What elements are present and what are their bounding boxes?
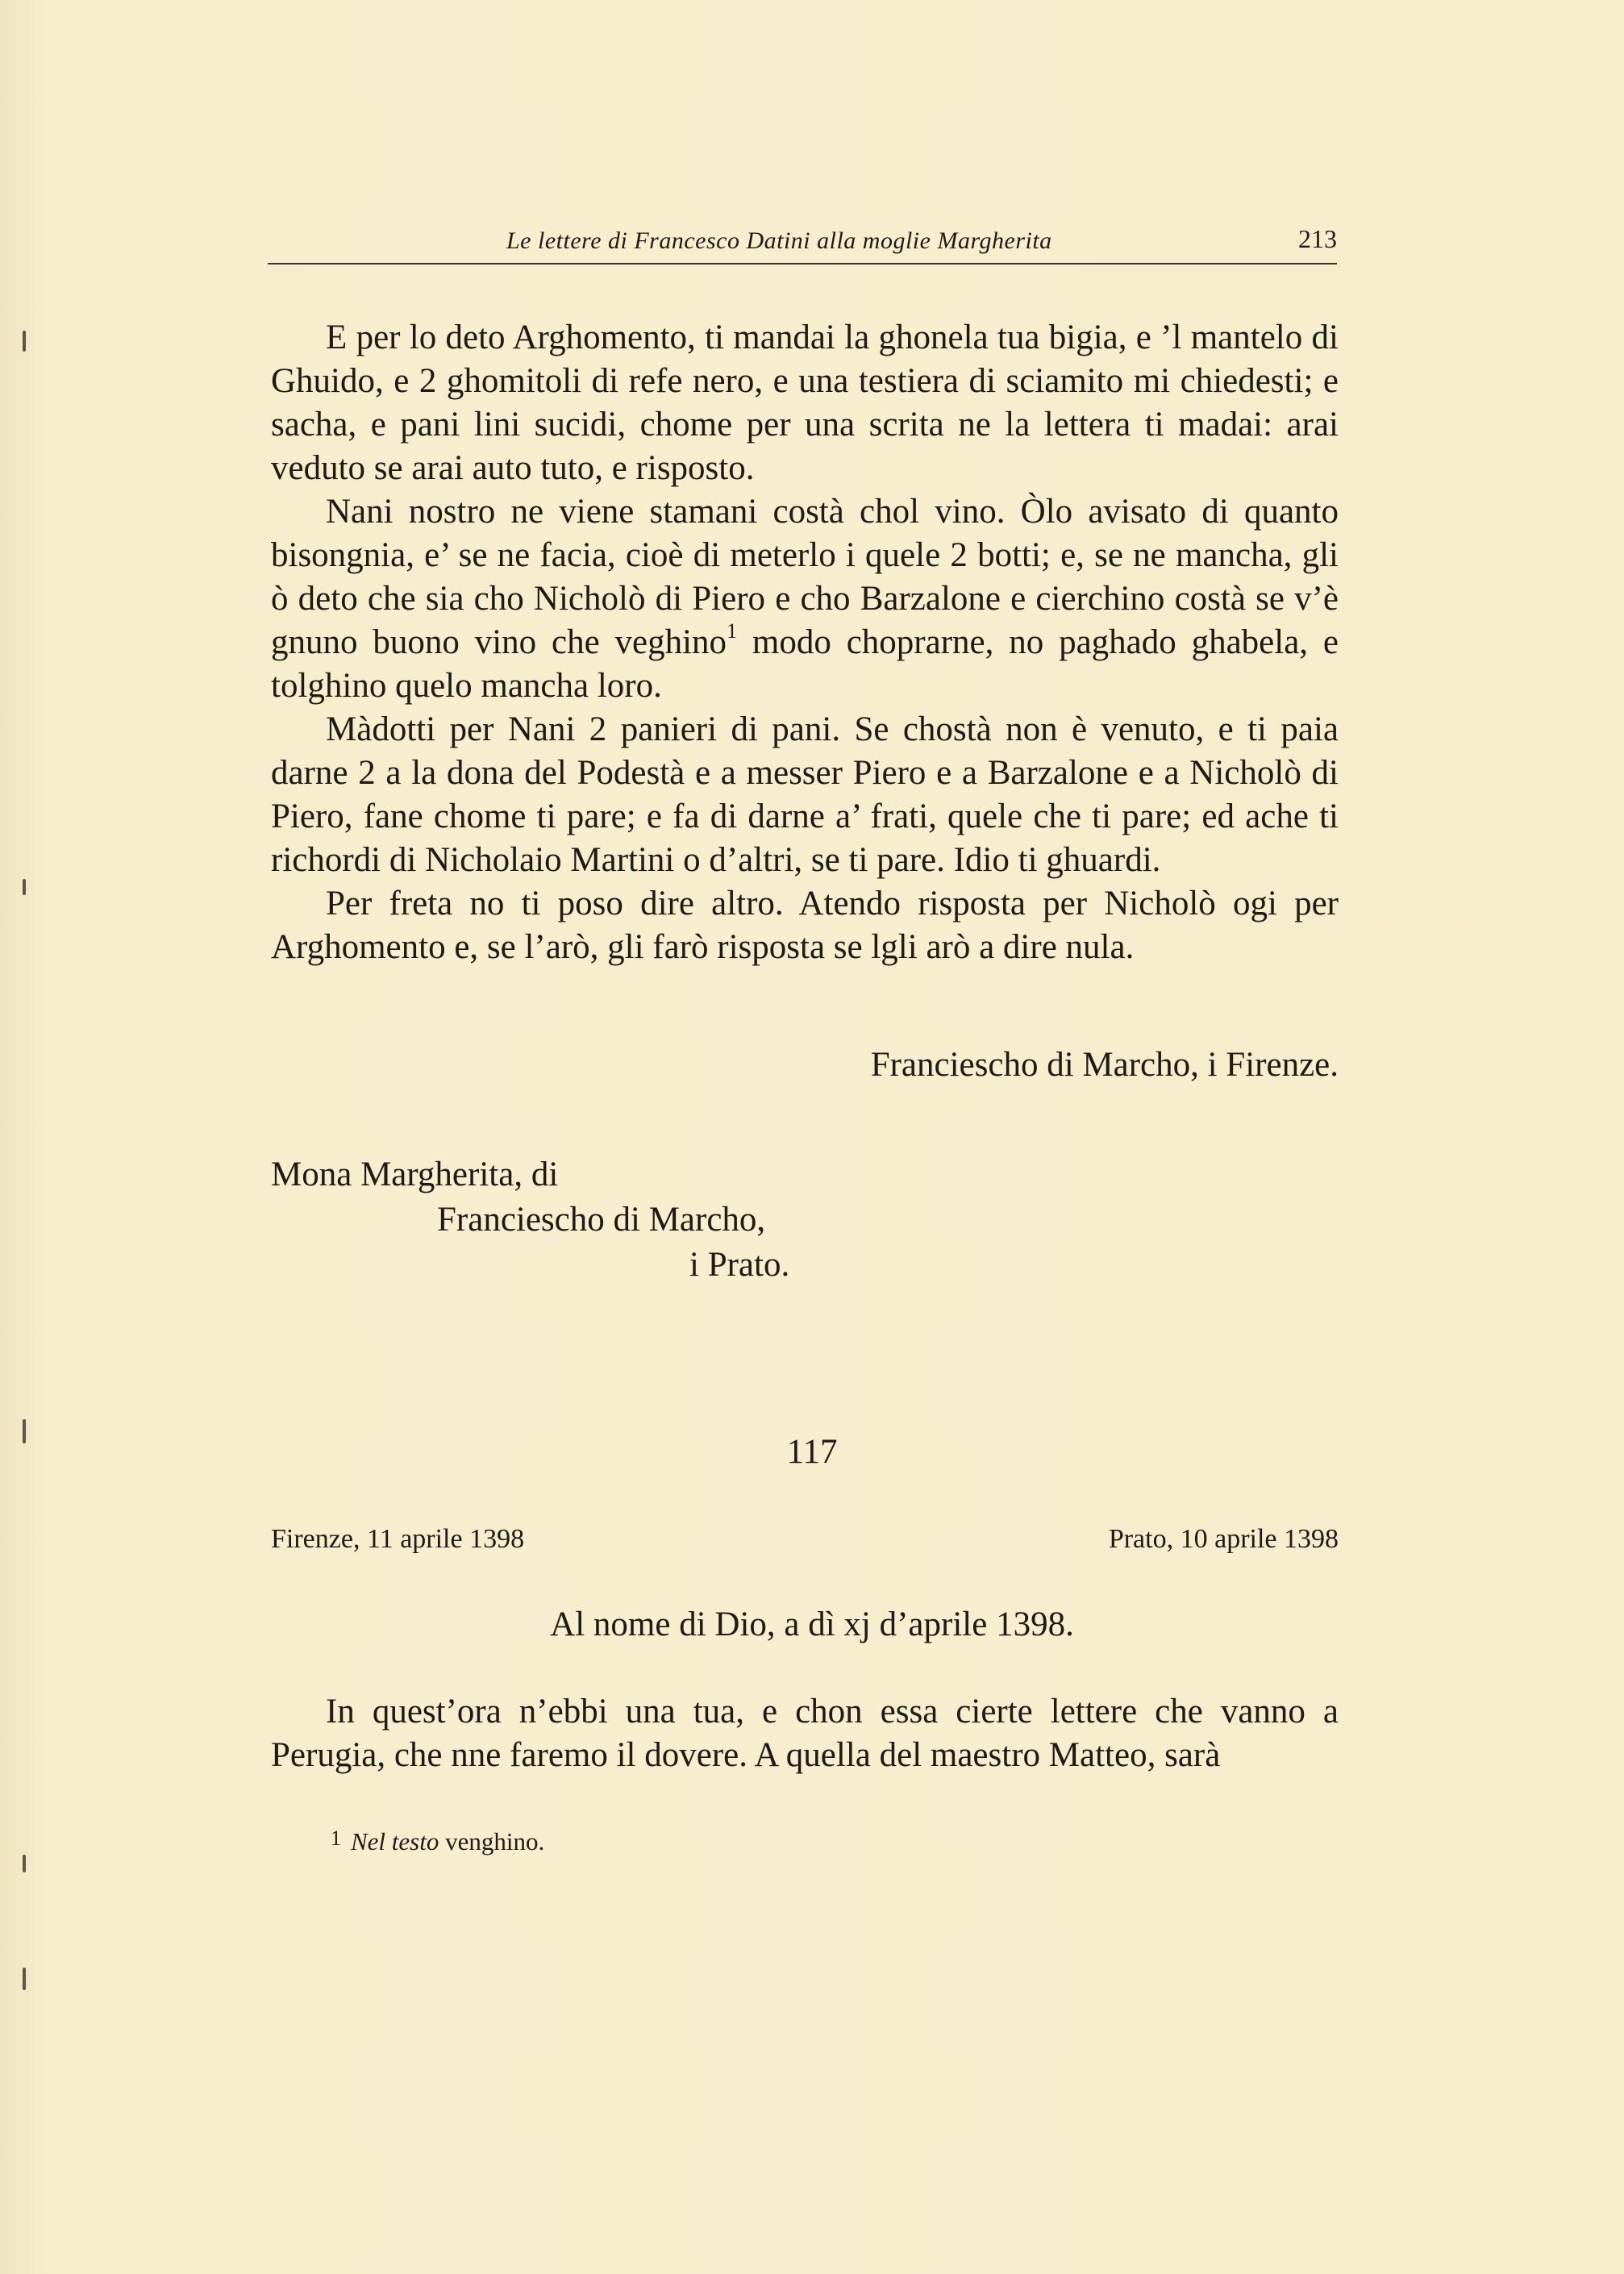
page-number: 213 [1298,224,1337,253]
binding-mark [23,331,26,352]
footnote-mark: 1 [331,1826,341,1850]
paragraph: In quest’ora n’ebbi una tua, e chon essa cierte lettere che vanno a Perugia, che nne faremo il dovere. A quella del maestro Matteo, sarà [271,1693,1339,1774]
footnote-text: venghino. [439,1827,545,1855]
running-header [268,219,1337,264]
sender-place-date: Firenze, 11 aprile 1398 [271,1524,525,1554]
paragraph-text: modo choprarne, no paghado ghabela, e tolghino quelo mancha loro. [271,623,1339,705]
letter-number: 117 [786,1433,838,1471]
paragraph-text: Nani nostro ne viene stamani costà chol vino. Òlo avisato di quanto bisongnia, e’ se ne facia, cioè di meterlo i quele 2 botti; e, se ne mancha, gli ò deto che sia cho Nicholò di Piero e cho Barzalone e cierchino costà se v’è gnuno buono vino che veghino [271,493,1339,661]
letter-117-body [271,1690,1339,1777]
recipient-place-date: Prato, 10 aprile 1398 [1108,1524,1339,1554]
footnote-italic: Nel testo [351,1827,439,1855]
paragraph: Màdotti per Nani 2 panieri di pani. Se chostà non è venuto, e ti paia darne 2 a la dona del Podestà e a messer Piero e a Barzalone e a Nicholò di Piero, fane chome ti pare; e fa di darne a’ frati, quele che ti pare; ed ache ti richordi di Nicholaio Martini o d’altri, se ti pare. Idio ti ghuardi. [271,710,1339,879]
footnote-ref: 1 [727,618,738,643]
binding-mark [23,1968,26,1990]
address-line: Franciescho di Marcho, [437,1201,766,1239]
dateline: Al nome di Dio, a dì xj d’aprile 1398. [550,1606,1074,1643]
paragraph [271,490,1339,708]
paragraph: Per freta no ti poso dire altro. Atendo risposta per Nicholò ogi per Arghomento e, se l’arò, gli farò risposta se lgli arò a dire nula. [271,885,1339,966]
binding-mark [23,879,26,895]
letter-116-body [271,316,1339,969]
paragraph: E per lo deto Arghomento, ti mandai la ghonela tua bigia, e ’l mantelo di Ghuido, e 2 ghomitoli di refe nero, e una testiera di sciamito mi chiedesti; e sacha, e pani lini sucidi, chome per una scrita ne la lettera ti madai: arai veduto se arai auto tuto, e risposto. [271,319,1339,487]
address-line: Mona Margherita, di [271,1156,559,1193]
running-title: Le lettere di Francesco Datini alla moglie Margherita [506,227,1052,254]
footnote [331,1827,544,1856]
address-line: i Prato. [689,1246,790,1284]
signature: Franciescho di Marcho, i Firenze. [870,1046,1339,1084]
binding-mark [23,1855,26,1872]
